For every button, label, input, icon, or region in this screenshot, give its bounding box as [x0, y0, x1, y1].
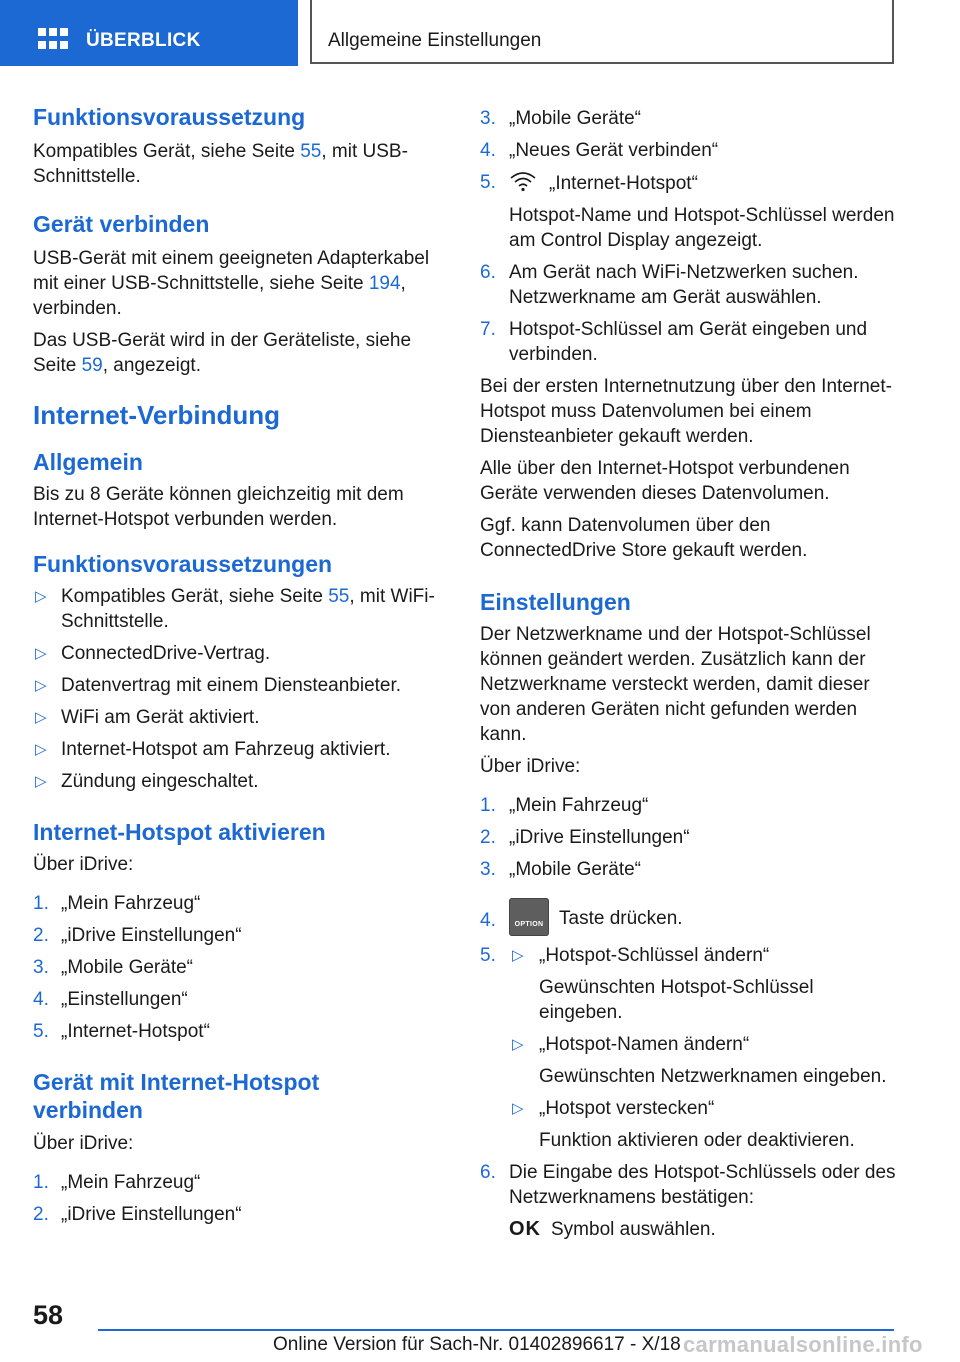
list-item	[33, 673, 443, 698]
text: Die Eingabe des Hotspot-Schlüssels oder des Netzwerknamens bestätigen:	[509, 1162, 896, 1208]
wifi-icon	[509, 170, 537, 192]
triangle-bullet-icon: ▷	[35, 773, 47, 790]
heading-connect-to-hotspot	[33, 1068, 443, 1124]
text: , verbinden.	[33, 273, 406, 319]
sub-option	[509, 1096, 898, 1153]
text: Taste drücken.	[559, 908, 683, 929]
step-number: 5.	[480, 945, 496, 966]
paragraph-compatible-device	[33, 139, 443, 189]
text: „Mobile Geräte“	[509, 108, 641, 129]
text: „Einstellungen“	[61, 989, 188, 1010]
page-header	[0, 0, 960, 66]
list-item	[480, 317, 898, 367]
activate-steps-list	[33, 891, 443, 1044]
heading-activate-hotspot: Internet-Hotspot aktivieren	[33, 819, 326, 845]
left-column	[33, 100, 443, 1227]
paragraph-data-shared: Alle über den Internet-Hotspot verbundenen Geräte verwenden dieses Datenvolumen.	[480, 458, 850, 504]
text: Zündung eingeschaltet.	[61, 771, 259, 792]
list-item	[480, 793, 898, 818]
step-number: 1.	[33, 1172, 49, 1193]
triangle-bullet-icon: ▷	[35, 588, 47, 605]
heading-functional-requirement: Funktionsvoraussetzung	[33, 104, 306, 130]
overview-nav-button[interactable]	[0, 0, 298, 66]
text: , mit USB-Schnittstelle.	[33, 141, 408, 187]
list-item	[33, 769, 443, 794]
settings-steps-list	[480, 793, 898, 1242]
text: Datenvertrag mit einem Diensteanbieter.	[61, 675, 402, 696]
step-number: 3.	[480, 859, 496, 880]
connect-steps-continued	[480, 106, 898, 367]
triangle-bullet-icon: ▷	[512, 1036, 524, 1053]
text: „Mein Fahrzeug“	[61, 893, 201, 914]
overview-nav-label: ÜBERBLICK	[86, 30, 201, 51]
paragraph-connecteddrive-store: Ggf. kann Datenvolumen über den ConnectedDrive Store gekauft werden.	[480, 515, 808, 561]
sub-option-note: Funktion aktivieren oder deaktivieren.	[539, 1130, 855, 1151]
text: „Internet-Hotspot“	[61, 1021, 210, 1042]
page-link[interactable]: 194	[368, 273, 401, 294]
list-item	[480, 1160, 898, 1242]
text: „Hotspot-Schlüssel ändern“	[539, 945, 770, 966]
list-item	[33, 923, 443, 948]
list-item	[480, 170, 898, 253]
list-item	[33, 705, 443, 730]
step-note	[509, 1217, 898, 1242]
connect-steps-list	[33, 1170, 443, 1227]
heading-internet-connection: Internet-Verbindung	[33, 400, 280, 430]
triangle-bullet-icon: ▷	[35, 677, 47, 694]
list-item	[480, 898, 898, 936]
right-column	[480, 100, 898, 1242]
step-number: 5.	[480, 172, 496, 193]
grid-menu-icon	[38, 28, 68, 52]
heading-connect-device: Gerät verbinden	[33, 211, 210, 237]
step-number: 4.	[480, 140, 496, 161]
text: , mit WiFi-Schnittstelle.	[61, 586, 435, 632]
paragraph-via-idrive: Über iDrive:	[480, 756, 581, 777]
step-number: 2.	[33, 925, 49, 946]
step-number: 3.	[480, 108, 496, 129]
list-item	[33, 1170, 443, 1195]
paragraph-network-name: Der Netzwerkname und der Hotspot-Schlüssel können geändert werden. Zusätzlich kann der Netzwerkname versteckt werden, damit dieser von anderen Geräten nicht gefunden werden kann.	[480, 624, 871, 745]
text: Gerät mit Internet-Hotspot	[33, 1069, 320, 1095]
text: Am Gerät nach WiFi-Netzwerken suchen.	[509, 262, 859, 283]
option-label: OPTION	[514, 921, 544, 928]
list-item	[480, 943, 898, 1153]
step-note: Hotspot-Name und Hotspot-Schlüssel werden am Control Display angezeigt.	[509, 205, 895, 251]
list-item	[33, 1202, 443, 1227]
text: „Internet-Hotspot“	[549, 173, 698, 194]
list-item	[480, 857, 898, 882]
heading-functional-requirements: Funktionsvoraussetzungen	[33, 551, 333, 577]
text: Internet-Hotspot am Fahrzeug aktiviert.	[61, 739, 391, 760]
step-number: 1.	[480, 795, 496, 816]
text: „Hotspot verstecken“	[539, 1098, 715, 1119]
text: , angezeigt.	[102, 355, 201, 376]
triangle-bullet-icon: ▷	[512, 1100, 524, 1117]
step-number: 4.	[33, 989, 49, 1010]
chapter-tab[interactable]	[310, 0, 894, 64]
sub-option-note: Gewünschten Netzwerknamen eingeben.	[539, 1066, 887, 1087]
list-item	[33, 737, 443, 762]
step-number: 6.	[480, 1162, 496, 1183]
text: Symbol auswählen.	[551, 1219, 716, 1240]
step-number: 6.	[480, 262, 496, 283]
text: Hotspot-Schlüssel am Gerät eingeben und verbinden.	[509, 319, 868, 365]
ok-icon: OK	[509, 1218, 541, 1240]
step-number: 2.	[33, 1204, 49, 1225]
online-version-text: Online Version für Sach-Nr. 01402896617 - X/18	[273, 1334, 681, 1355]
paragraph-device-list	[33, 328, 443, 378]
text: „Mein Fahrzeug“	[509, 795, 649, 816]
watermark: carmanualsonline.info	[683, 1332, 923, 1357]
text: „Mobile Geräte“	[61, 957, 193, 978]
text: „iDrive Einstellungen“	[61, 1204, 242, 1225]
step-number: 2.	[480, 827, 496, 848]
heading-general: Allgemein	[33, 449, 143, 475]
page-number: 58	[33, 1300, 64, 1330]
list-item	[33, 1019, 443, 1044]
triangle-bullet-icon: ▷	[35, 741, 47, 758]
sub-option-note: Gewünschten Hotspot-Schlüssel eingeben.	[539, 977, 814, 1023]
paragraph-via-idrive: Über iDrive:	[33, 1133, 134, 1154]
triangle-bullet-icon: ▷	[35, 645, 47, 662]
text: „Hotspot-Namen ändern“	[539, 1034, 750, 1055]
list-item	[33, 987, 443, 1012]
text: USB-Gerät mit einem geeigneten Adapterkabel mit einer USB-Schnittstelle, siehe Seite	[33, 248, 430, 294]
page-link[interactable]: 55	[300, 141, 322, 162]
list-item	[480, 825, 898, 850]
page-link[interactable]: 59	[81, 355, 103, 376]
text: verbinden	[33, 1097, 143, 1123]
list-item	[33, 955, 443, 980]
step-number: 3.	[33, 957, 49, 978]
step-number: 4.	[480, 910, 496, 931]
text: Kompatibles Gerät, siehe Seite	[33, 141, 301, 162]
list-item	[480, 138, 898, 163]
text: „Mobile Geräte“	[509, 859, 641, 880]
list-item	[480, 106, 898, 131]
list-item	[33, 891, 443, 916]
step-number: 1.	[33, 893, 49, 914]
heading-settings: Einstellungen	[480, 589, 631, 615]
chapter-tab-label: Allgemeine Einstellungen	[328, 30, 542, 51]
option-button-icon	[509, 898, 549, 936]
triangle-bullet-icon: ▷	[35, 709, 47, 726]
text: Das USB-Gerät wird in der Geräteliste, siehe Seite	[33, 330, 412, 376]
sub-option	[509, 1032, 898, 1089]
requirements-list	[33, 584, 443, 794]
paragraph-via-idrive: Über iDrive:	[33, 854, 134, 875]
text: „iDrive Einstellungen“	[61, 925, 242, 946]
paragraph-up-to-8-devices: Bis zu 8 Geräte können gleichzeitig mit dem Internet-Hotspot verbunden werden.	[33, 484, 404, 530]
sub-option	[509, 943, 898, 1025]
list-item	[480, 260, 898, 310]
text: WiFi am Gerät aktiviert.	[61, 707, 260, 728]
text: „Neues Gerät verbinden“	[509, 140, 719, 161]
step-note: Netzwerkname am Gerät auswählen.	[509, 287, 822, 308]
list-item	[33, 641, 443, 666]
page-link[interactable]: 55	[328, 586, 350, 607]
triangle-bullet-icon: ▷	[512, 947, 524, 964]
list-item	[33, 584, 443, 634]
paragraph-first-use: Bei der ersten Internetnutzung über den Internet-Hotspot muss Datenvolumen bei einem Diensteanbieter gekauft werden.	[480, 376, 892, 447]
text: ConnectedDrive-Vertrag.	[61, 643, 271, 664]
text: Kompatibles Gerät, siehe Seite	[61, 586, 329, 607]
step-number: 7.	[480, 319, 496, 340]
step-number: 5.	[33, 1021, 49, 1042]
paragraph-usb-connect	[33, 246, 443, 321]
text: „Mein Fahrzeug“	[61, 1172, 201, 1193]
text: „iDrive Einstellungen“	[509, 827, 690, 848]
